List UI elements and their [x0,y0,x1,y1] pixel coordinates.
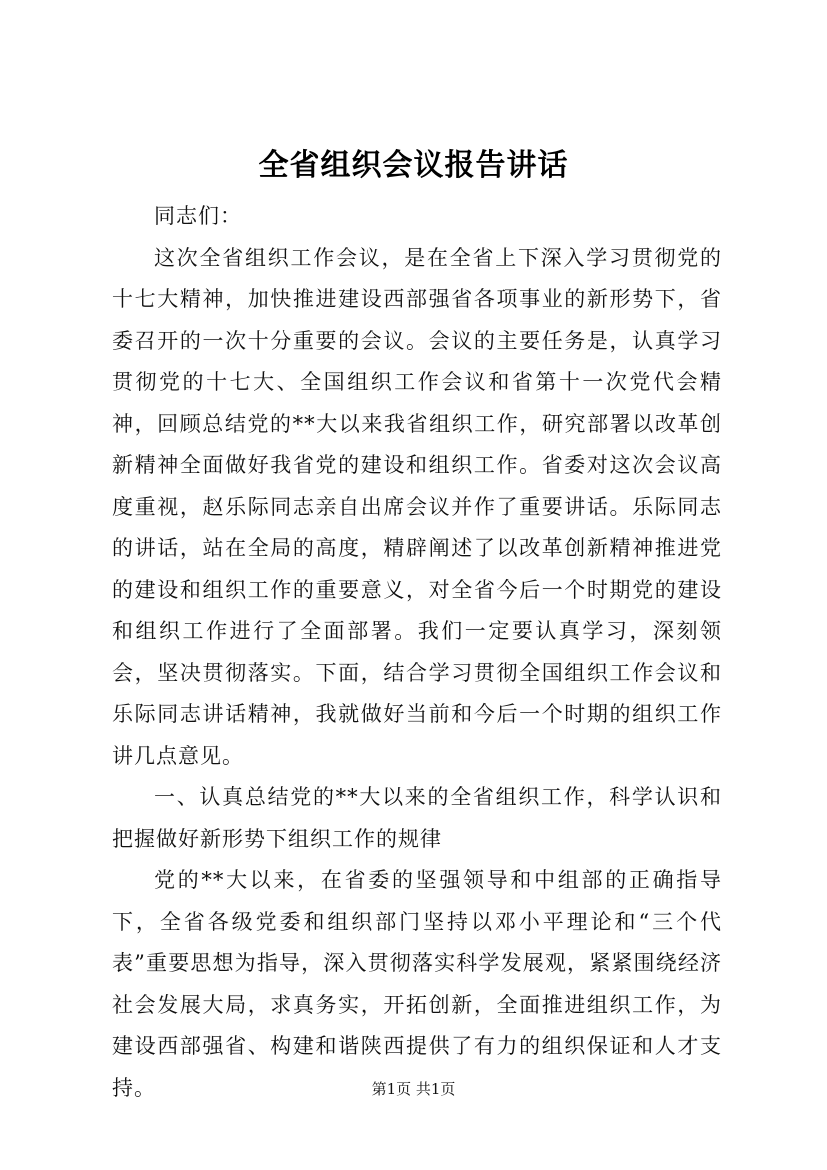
paragraph-intro: 这次全省组织工作会议，是在全省上下深入学习贯彻党的十七大精神，加快推进建设西部强省各项事业的新形势下，省委召开的一次十分重要的会议。会议的主要任务是，认真学习贯彻党的十七大、全国组织工作会议和省第十一次党代会精神，回顾总结党的**大以来我省组织工作，研究部署以改革创新精神全面做好我省党的建设和组织工作。省委对这次会议高度重视，赵乐际同志亲自出席会议并作了重要讲话。乐际同志的讲话，站在全局的高度，精辟阐述了以改革创新精神推进党的建设和组织工作的重要意义，对全省今后一个时期党的建设和组织工作进行了全面部署。我们一定要认真学习，深刻领会，坚决贯彻落实。下面，结合学习贯彻全国组织工作会议和乐际同志讲话精神，我就做好当前和今后一个时期的组织工作讲几点意见。 [112,245,722,768]
section-heading-one: 一、认真总结党的**大以来的全省组织工作，科学认识和把握做好新形势下组织工作的规律 [112,785,722,851]
document-body [112,196,722,1109]
greeting-line: 同志们： [154,204,242,228]
paragraph-review: 党的**大以来，在省委的坚强领导和中组部的正确指导下，全省各级党委和组织部门坚持以邓小平理论和“三个代表”重要思想为指导，深入贯彻落实科学发展观，紧紧围绕经济社会发展大局，求真务实，开拓创新，全面推进组织工作，为建设西部强省、构建和谐陕西提供了有力的组织保证和人才支持。 [112,868,722,1100]
document-title: 全省组织会议报告讲话 [258,148,569,183]
page-number-footer: 第1页 共1页 [371,1080,456,1098]
